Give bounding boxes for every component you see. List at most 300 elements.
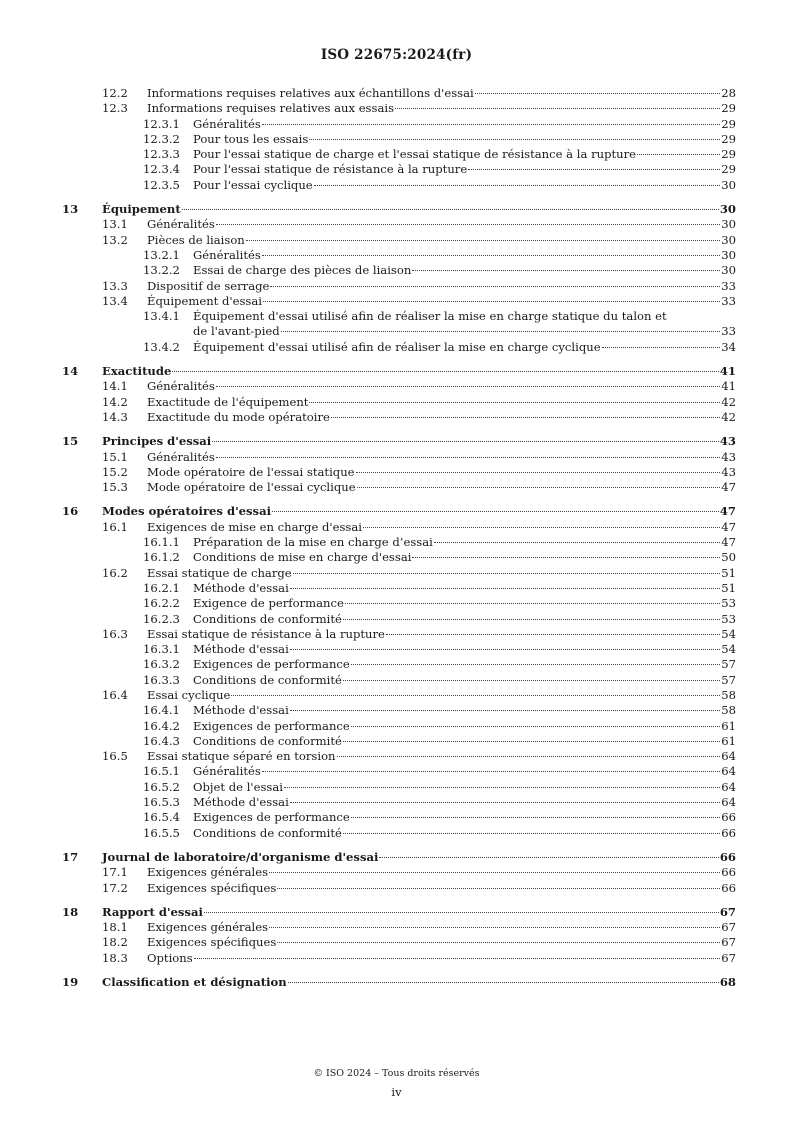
- toc-entry-page[interactable]: 64: [721, 779, 736, 794]
- toc-entry-title[interactable]: Conditions de conformité: [193, 825, 342, 840]
- toc-entry-title[interactable]: Informations requises relatives aux échantillons d'essai: [147, 86, 474, 100]
- toc-entry-page[interactable]: 66: [719, 849, 736, 864]
- dot-leader: [309, 402, 720, 403]
- dot-leader: [246, 240, 720, 241]
- toc-entry-number: 13.4.1: [143, 309, 180, 324]
- toc-entry-page[interactable]: 50: [721, 550, 736, 565]
- toc-entry-page[interactable]: 30: [721, 263, 736, 278]
- dot-leader: [363, 527, 720, 528]
- toc-entry-number: 14.2: [102, 394, 128, 409]
- toc-entry[interactable]: [0, 504, 793, 519]
- dot-leader: [314, 185, 721, 186]
- dot-leader: [262, 255, 720, 256]
- dot-leader: [356, 472, 721, 473]
- toc-entry-page[interactable]: 61: [721, 733, 736, 748]
- toc-entry-title[interactable]: de l'avant-pied: [193, 324, 280, 339]
- toc-entry[interactable]: [0, 850, 793, 865]
- toc-entry[interactable]: [0, 795, 793, 810]
- dot-leader: [386, 634, 720, 635]
- dot-leader: [216, 386, 720, 387]
- toc-entry[interactable]: [0, 810, 793, 825]
- toc-entry[interactable]: [0, 202, 793, 217]
- toc-entry-line: [147, 450, 736, 465]
- toc-entry[interactable]: [0, 520, 793, 535]
- toc-entry-page[interactable]: 29: [721, 147, 736, 162]
- dot-leader: [395, 108, 720, 109]
- dot-leader: [277, 942, 720, 943]
- toc-entry[interactable]: [0, 627, 793, 642]
- toc-entry-page[interactable]: 61: [721, 718, 736, 733]
- toc-entry-page[interactable]: 29: [721, 101, 736, 116]
- dot-leader: [412, 270, 720, 271]
- toc-entry[interactable]: [0, 975, 793, 990]
- toc-entry-line: [193, 764, 736, 779]
- toc-entry-page[interactable]: 58: [721, 703, 736, 718]
- toc-entry-title[interactable]: Généralités: [193, 247, 261, 262]
- toc-entry-page[interactable]: 58: [721, 687, 736, 702]
- toc-entry-title[interactable]: Exigences de performance: [193, 657, 350, 672]
- footer-page-number: iv: [391, 1085, 402, 1099]
- toc-entry[interactable]: [0, 566, 793, 581]
- dot-leader: [284, 787, 720, 788]
- toc-entry-number: 16.4.2: [143, 718, 180, 733]
- toc-entry-number: 13: [62, 202, 79, 217]
- dot-leader: [290, 588, 720, 589]
- toc-entry-line: [193, 734, 736, 749]
- toc-entry-line: [193, 550, 736, 565]
- toc-entry-page[interactable]: 34: [721, 339, 736, 354]
- toc-entry-page[interactable]: 54: [721, 626, 736, 641]
- toc-entry-number: 16.2.3: [143, 611, 180, 626]
- toc-entry-page[interactable]: 47: [721, 480, 736, 495]
- toc-entry-title[interactable]: Équipement: [102, 202, 181, 217]
- toc-entry-page[interactable]: 64: [721, 749, 736, 764]
- toc-entry[interactable]: [0, 101, 793, 116]
- toc-entry-page[interactable]: 57: [721, 657, 736, 672]
- toc-entry-line: [147, 951, 736, 966]
- dot-leader: [351, 726, 720, 727]
- toc-entry[interactable]: [0, 309, 793, 324]
- toc-entry-page[interactable]: 30: [721, 217, 736, 232]
- toc-entry[interactable]: [0, 734, 793, 749]
- toc-entry-title[interactable]: Exactitude du mode opératoire: [147, 409, 330, 424]
- dot-leader: [379, 857, 718, 858]
- dot-leader: [309, 139, 720, 140]
- toc-entry[interactable]: [0, 951, 793, 966]
- toc-entry[interactable]: [0, 749, 793, 764]
- toc-entry-page[interactable]: 57: [721, 672, 736, 687]
- toc-entry-page[interactable]: 29: [721, 162, 736, 177]
- toc-entry[interactable]: [0, 642, 793, 657]
- toc-entry[interactable]: [0, 764, 793, 779]
- toc-entry-page[interactable]: 68: [719, 975, 736, 990]
- toc-entry[interactable]: [0, 550, 793, 565]
- toc-entry-number: 18: [62, 904, 79, 919]
- toc-entry-number: 16.1: [102, 519, 128, 534]
- toc-entry[interactable]: [0, 162, 793, 177]
- toc-entry-line: [147, 865, 736, 880]
- toc-entry[interactable]: [0, 434, 793, 449]
- toc-entry-page[interactable]: 66: [721, 825, 736, 840]
- toc-entry-line: [193, 178, 736, 193]
- toc-entry-number: 13.3: [102, 278, 128, 293]
- toc-entry-page[interactable]: 43: [721, 464, 736, 479]
- toc-entry-page[interactable]: 47: [719, 504, 736, 519]
- toc-entry[interactable]: [0, 233, 793, 248]
- toc-entry-number: 16.5: [102, 749, 128, 764]
- toc-entry-title[interactable]: Pour l'essai cyclique: [193, 177, 313, 192]
- toc-entry[interactable]: [0, 132, 793, 147]
- toc-entry[interactable]: [0, 581, 793, 596]
- toc-entry-page[interactable]: 67: [719, 904, 736, 919]
- dot-leader: [272, 511, 719, 512]
- toc-entry-title[interactable]: Principes d'essai: [102, 434, 212, 449]
- toc-entry-number: 16.5.5: [143, 825, 180, 840]
- toc-entry[interactable]: [0, 905, 793, 920]
- toc-entry-number: 12.3.5: [143, 177, 180, 192]
- toc-entry-page[interactable]: 41: [719, 364, 736, 379]
- toc-entry-title[interactable]: Dispositif de serrage: [147, 278, 270, 293]
- toc-entry-number: 13.2.2: [143, 263, 180, 278]
- toc-entry-number: 18.3: [102, 950, 128, 965]
- toc-entry-page[interactable]: 64: [721, 795, 736, 810]
- toc-entry[interactable]: [0, 147, 793, 162]
- toc-entry-line: [147, 410, 736, 425]
- toc-entry-title[interactable]: Généralités: [193, 764, 261, 779]
- toc-entry-page[interactable]: 30: [719, 202, 736, 217]
- toc-entry-number: 12.2: [102, 86, 128, 100]
- toc-entry-page[interactable]: 64: [721, 764, 736, 779]
- toc-entry-title[interactable]: Exigences de performance: [193, 810, 350, 825]
- toc-entry-page[interactable]: 42: [721, 409, 736, 424]
- toc-entry-page[interactable]: 66: [721, 810, 736, 825]
- toc-entry-page[interactable]: 29: [721, 116, 736, 131]
- dot-leader: [269, 927, 720, 928]
- toc-entry[interactable]: [0, 379, 793, 394]
- dot-leader: [204, 912, 719, 913]
- toc-entry[interactable]: [0, 364, 793, 379]
- toc-entry[interactable]: [0, 688, 793, 703]
- toc-entry-line: [193, 780, 736, 795]
- toc-entry-page[interactable]: 28: [721, 86, 736, 100]
- dot-leader: [343, 833, 720, 834]
- toc-entry[interactable]: [0, 480, 793, 495]
- toc-entry-line: [193, 810, 736, 825]
- toc-entry[interactable]: [0, 117, 793, 132]
- toc-entry[interactable]: [0, 410, 793, 425]
- dot-leader: [468, 169, 720, 170]
- dot-leader: [262, 124, 720, 125]
- toc-entry[interactable]: [0, 324, 793, 339]
- toc-entry-number: 17.2: [102, 880, 128, 895]
- dot-leader: [269, 872, 720, 873]
- toc-entry-title[interactable]: Essai statique séparé en torsion: [147, 749, 336, 764]
- toc-entry-title[interactable]: Conditions de conformité: [193, 672, 342, 687]
- toc-entry-number: 15.2: [102, 464, 128, 479]
- toc-entry-page[interactable]: 47: [721, 535, 736, 550]
- toc-entry-line: [147, 480, 736, 495]
- toc-entry-title[interactable]: Essai statique de charge: [147, 565, 292, 580]
- toc-entry-line: [147, 395, 736, 410]
- toc-entry-title[interactable]: Exigences spécifiques: [147, 935, 277, 950]
- toc-entry-title[interactable]: Objet de l'essai: [193, 779, 283, 794]
- table-of-contents: [0, 86, 793, 990]
- toc-entry-page[interactable]: 53: [721, 596, 736, 611]
- toc-entry-title[interactable]: Essai statique de résistance à la rupture: [147, 626, 385, 641]
- toc-entry-page[interactable]: 43: [719, 434, 736, 449]
- toc-entry-page[interactable]: 33: [721, 278, 736, 293]
- toc-entry-number: 12.3.4: [143, 162, 180, 177]
- toc-entry[interactable]: [0, 450, 793, 465]
- toc-entry-line: [193, 596, 736, 611]
- toc-entry-page[interactable]: 54: [721, 642, 736, 657]
- toc-entry-number: 16.3.2: [143, 657, 180, 672]
- toc-entry[interactable]: [0, 217, 793, 232]
- toc-entry-number: 13.4.2: [143, 339, 180, 354]
- toc-entry-number: 19: [62, 975, 79, 990]
- toc-entry-title[interactable]: Conditions de mise en charge d'essai: [193, 550, 412, 565]
- toc-entry-title[interactable]: Rapport d'essai: [102, 904, 203, 919]
- toc-entry-page[interactable]: 41: [721, 379, 736, 394]
- toc-entry-number: 16.5.1: [143, 764, 180, 779]
- toc-entry-line: [147, 688, 736, 703]
- toc-entry[interactable]: [0, 865, 793, 880]
- dot-leader: [194, 958, 721, 959]
- toc-entry-title[interactable]: Exigences spécifiques: [147, 880, 277, 895]
- toc-entry-page[interactable]: 47: [721, 519, 736, 534]
- toc-entry-line: [147, 627, 736, 642]
- toc-entry-page[interactable]: 66: [721, 865, 736, 880]
- toc-entry-title[interactable]: Mode opératoire de l'essai statique: [147, 464, 355, 479]
- toc-entry[interactable]: [0, 719, 793, 734]
- dot-leader: [434, 542, 720, 543]
- toc-entry-line: [147, 233, 736, 248]
- toc-entry-line: [102, 905, 736, 920]
- dot-leader: [281, 331, 721, 332]
- toc-entry-number: 15: [62, 434, 79, 449]
- toc-entry-number: 13.2.1: [143, 247, 180, 262]
- toc-entry-line: [102, 364, 736, 379]
- toc-entry[interactable]: [0, 395, 793, 410]
- dot-leader: [290, 710, 720, 711]
- dot-leader: [337, 756, 721, 757]
- toc-entry-title[interactable]: Exigences de performance: [193, 718, 350, 733]
- toc-entry-line: [102, 202, 736, 217]
- dot-leader: [637, 154, 720, 155]
- toc-entry-title[interactable]: Méthode d'essai: [193, 703, 289, 718]
- toc-entry-title[interactable]: Exigence de performance: [193, 596, 344, 611]
- dot-leader: [288, 982, 719, 983]
- toc-entry-page[interactable]: 66: [721, 880, 736, 895]
- toc-entry-page[interactable]: 43: [721, 449, 736, 464]
- toc-entry-title[interactable]: Conditions de conformité: [193, 611, 342, 626]
- toc-entry-title[interactable]: Équipement d'essai utilisé afin de réaliser la mise en charge cyclique: [193, 339, 601, 354]
- toc-entry-page[interactable]: 30: [721, 177, 736, 192]
- toc-entry-number: 18.2: [102, 935, 128, 950]
- toc-entry-page[interactable]: 51: [721, 580, 736, 595]
- toc-entry-title[interactable]: Exactitude: [102, 364, 172, 379]
- dot-leader: [343, 741, 720, 742]
- toc-entry[interactable]: [0, 612, 793, 627]
- toc-entry[interactable]: [0, 673, 793, 688]
- toc-entry[interactable]: [0, 340, 793, 355]
- toc-entry-line: [147, 935, 736, 950]
- toc-entry-page[interactable]: 42: [721, 394, 736, 409]
- toc-entry-number: 12.3: [102, 101, 128, 116]
- dot-leader: [357, 487, 721, 488]
- toc-entry-line: [193, 673, 736, 688]
- toc-entry-line: [102, 975, 736, 990]
- toc-entry-page[interactable]: 30: [721, 247, 736, 262]
- toc-entry-title[interactable]: Informations requises relatives aux essais: [147, 101, 395, 116]
- toc-entry[interactable]: [0, 465, 793, 480]
- toc-entry-number: 16.4.1: [143, 703, 180, 718]
- toc-entry-line: [193, 826, 736, 841]
- toc-entry-title[interactable]: Exigences de mise en charge d'essai: [147, 519, 362, 534]
- toc-entry-line: [193, 657, 736, 672]
- toc-entry[interactable]: [0, 657, 793, 672]
- toc-entry-title[interactable]: Exigences générales: [147, 920, 269, 935]
- toc-entry[interactable]: [0, 248, 793, 263]
- toc-entry-title[interactable]: Pour l'essai statique de résistance à la rupture: [193, 162, 468, 177]
- toc-entry-line: [102, 850, 736, 865]
- toc-entry[interactable]: [0, 703, 793, 718]
- dot-leader: [270, 286, 720, 287]
- dot-leader: [182, 209, 719, 210]
- toc-entry-line: [193, 340, 736, 355]
- toc-entry-title[interactable]: Modes opératoires d'essai: [102, 504, 271, 519]
- dot-leader: [277, 888, 720, 889]
- toc-entry-line: [193, 581, 736, 596]
- toc-entry-page[interactable]: 67: [721, 920, 736, 935]
- dot-leader: [290, 649, 720, 650]
- toc-entry-line: [102, 434, 736, 449]
- toc-entry-title[interactable]: Méthode d'essai: [193, 795, 289, 810]
- toc-entry-line: [147, 520, 736, 535]
- toc-entry[interactable]: [0, 935, 793, 950]
- toc-entry-number: 16.1.2: [143, 550, 180, 565]
- toc-entry-number: 12.3.1: [143, 116, 180, 131]
- toc-entry-number: 16.2.1: [143, 580, 180, 595]
- toc-entry-title[interactable]: Méthode d'essai: [193, 642, 289, 657]
- toc-entry-title[interactable]: Exigences générales: [147, 865, 269, 880]
- toc-entry-line: [193, 117, 736, 132]
- toc-entry-line: [193, 132, 736, 147]
- toc-entry-number: 16.5.3: [143, 795, 180, 810]
- dot-leader: [351, 664, 720, 665]
- toc-entry-number: 17: [62, 849, 79, 864]
- toc-entry-page[interactable]: 30: [721, 232, 736, 247]
- toc-entry-title[interactable]: Généralités: [147, 449, 215, 464]
- toc-entry-page[interactable]: 53: [721, 611, 736, 626]
- toc-entry-number: 14: [62, 364, 79, 379]
- toc-entry-title[interactable]: Généralités: [193, 116, 261, 131]
- toc-entry-title[interactable]: Options: [147, 950, 193, 965]
- toc-entry-number: 12.3.2: [143, 131, 180, 146]
- toc-entry-title[interactable]: Essai cyclique: [147, 687, 231, 702]
- toc-entry-title[interactable]: Essai de charge des pièces de liaison: [193, 263, 412, 278]
- toc-entry-line: [147, 101, 736, 116]
- dot-leader: [602, 347, 721, 348]
- toc-entry-title[interactable]: Mode opératoire de l'essai cyclique: [147, 480, 356, 495]
- dot-leader: [172, 371, 719, 372]
- toc-entry-line: [147, 279, 736, 294]
- toc-entry[interactable]: [0, 535, 793, 550]
- toc-entry-number: 17.1: [102, 865, 128, 880]
- toc-entry-page[interactable]: 29: [721, 131, 736, 146]
- toc-entry-number: 16.4.3: [143, 733, 180, 748]
- toc-entry-number: 16.2: [102, 565, 128, 580]
- toc-entry-page[interactable]: 33: [721, 324, 736, 339]
- toc-entry[interactable]: [0, 881, 793, 896]
- toc-entry-title[interactable]: Conditions de conformité: [193, 733, 342, 748]
- toc-entry[interactable]: [0, 826, 793, 841]
- dot-leader: [262, 771, 720, 772]
- toc-entry-line: [147, 379, 736, 394]
- toc-entry[interactable]: [0, 294, 793, 309]
- toc-entry-page[interactable]: 51: [721, 565, 736, 580]
- dot-leader: [343, 619, 720, 620]
- toc-entry-title[interactable]: Équipement d'essai utilisé afin de réaliser la mise en charge statique du talon et: [193, 309, 667, 324]
- toc-entry-line: [193, 324, 736, 339]
- toc-entry-line: [147, 86, 736, 101]
- toc-entry-page[interactable]: 67: [721, 950, 736, 965]
- toc-entry[interactable]: [0, 279, 793, 294]
- toc-entry-number: 16.5.2: [143, 779, 180, 794]
- toc-entry-title[interactable]: Généralités: [147, 379, 215, 394]
- toc-entry-number: 15.3: [102, 480, 128, 495]
- toc-entry-line: [147, 217, 736, 232]
- toc-entry[interactable]: [0, 178, 793, 193]
- toc-entry-title[interactable]: Exactitude de l'équipement: [147, 394, 309, 409]
- toc-entry-number: 14.3: [102, 409, 128, 424]
- toc-entry-line: [193, 162, 736, 177]
- toc-entry-title[interactable]: Pour tous les essais: [193, 131, 309, 146]
- toc-entry-line: [193, 795, 736, 810]
- toc-entry-number: 16.2.2: [143, 596, 180, 611]
- toc-entry-page[interactable]: 67: [721, 935, 736, 950]
- toc-entry[interactable]: [0, 263, 793, 278]
- toc-entry-line: [193, 719, 736, 734]
- toc-entry[interactable]: [0, 920, 793, 935]
- toc-entry-title[interactable]: Préparation de la mise en charge d’essai: [193, 535, 433, 550]
- toc-entry-title[interactable]: Pour l'essai statique de charge et l'essai statique de résistance à la rupture: [193, 147, 637, 162]
- toc-entry-title[interactable]: Journal de laboratoire/d'organisme d'essai: [102, 849, 379, 864]
- footer-copyright: © ISO 2024 – Tous droits réservés: [313, 1068, 480, 1079]
- toc-entry-title[interactable]: Méthode d'essai: [193, 580, 289, 595]
- toc-entry-number: 16: [62, 504, 79, 519]
- dot-leader: [216, 224, 720, 225]
- toc-entry-number: 16.3.1: [143, 642, 180, 657]
- dot-leader: [263, 301, 720, 302]
- toc-entry-number: 18.1: [102, 920, 128, 935]
- toc-entry-number: 13.1: [102, 217, 128, 232]
- toc-entry-title[interactable]: Généralités: [147, 217, 215, 232]
- toc-entry-line: [193, 535, 736, 550]
- toc-entry-line: [147, 881, 736, 896]
- toc-entry-title[interactable]: Équipement d'essai: [147, 293, 262, 308]
- toc-entry-line: [147, 566, 736, 581]
- toc-entry[interactable]: [0, 86, 793, 101]
- toc-entry-page[interactable]: 33: [721, 293, 736, 308]
- toc-entry-title[interactable]: Pièces de liaison: [147, 232, 245, 247]
- toc-entry[interactable]: [0, 780, 793, 795]
- dot-leader: [290, 802, 720, 803]
- toc-entry-title[interactable]: Classification et désignation: [102, 975, 287, 990]
- toc-entry-number: 16.4: [102, 687, 128, 702]
- toc-entry-line: [147, 920, 736, 935]
- toc-entry[interactable]: [0, 596, 793, 611]
